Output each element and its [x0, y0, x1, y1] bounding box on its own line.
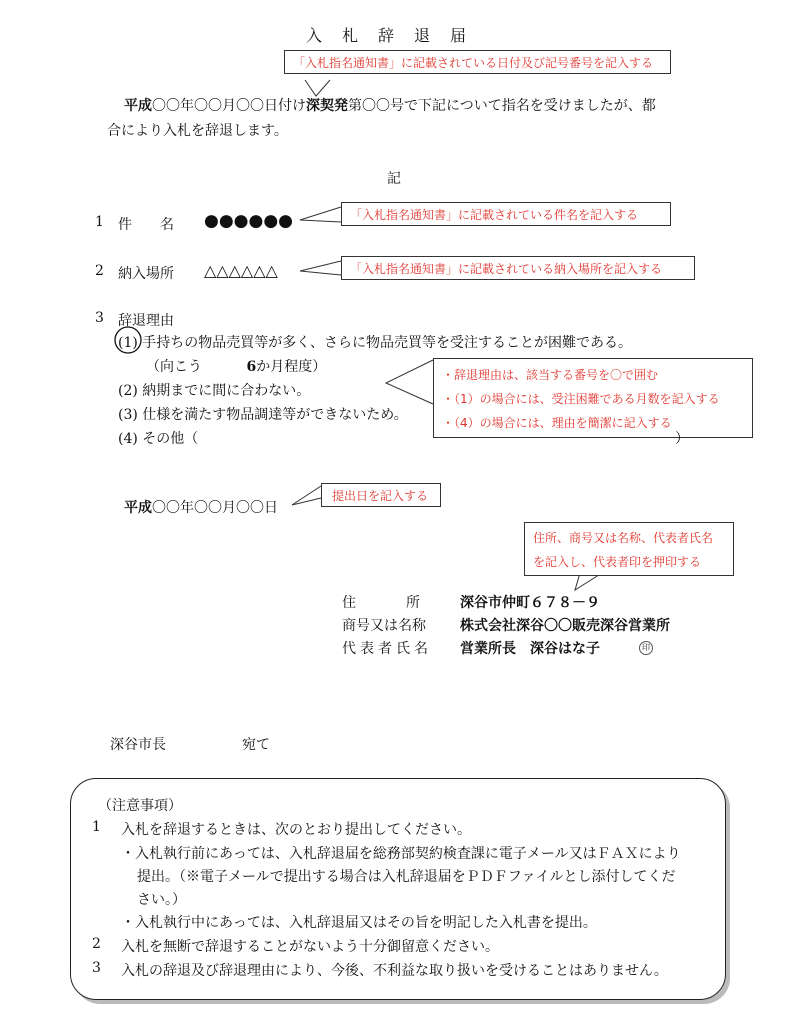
- submit-era: 平成: [124, 500, 152, 516]
- reason-period-prefix: （向こう: [146, 359, 202, 375]
- cautions-header: （注意事項）: [98, 798, 182, 814]
- caution-2-number: 2: [92, 936, 101, 952]
- intro-line-1: [124, 95, 656, 115]
- item-3-number: 3: [95, 310, 104, 326]
- caution-1-bullet-1-line-2: 提出。（※電子メールで提出する場合は入札辞退届をＰＤＦファイルとし添付してくだ: [137, 869, 676, 885]
- intro-era: 平成: [124, 98, 152, 114]
- item-1-label: 件 名: [118, 217, 174, 233]
- submit-date-value: 〇〇年〇〇月〇〇日: [152, 500, 278, 516]
- submit-date: [124, 497, 278, 517]
- reason-period: [146, 356, 326, 376]
- note-submit-date: 提出日を記入する: [321, 483, 441, 507]
- reason-option-3: [118, 404, 408, 424]
- company-name-label: 商号又は名称: [342, 618, 426, 634]
- caution-1-bullet-1-line-1: ・入札執行前にあっては、入札辞退届を総務部契約検査課に電子メール又はＦＡＸにより: [121, 846, 681, 862]
- caution-2-text: 入札を無断で辞退することがないよう十分御留意ください。: [121, 939, 499, 955]
- address-value: 深谷市仲町６７８－９: [460, 595, 600, 611]
- intro-line-2: 合により入札を辞退します。: [107, 123, 288, 139]
- note-date-number: 「入札指名通知書」に記載されている日付及び記号番号を記入する: [284, 50, 671, 74]
- callout-pointer-date: [305, 80, 330, 96]
- reason-option-4: [118, 428, 198, 448]
- callout-pointer-place: [300, 261, 341, 275]
- caution-1-bullet-1-line-3: さい。）: [137, 892, 186, 908]
- item-2-label: 納入場所: [118, 266, 174, 282]
- reason-option-2: [118, 380, 310, 400]
- reason-option-3-number: (3): [118, 407, 138, 423]
- intro-rest: 第〇〇号で下記について指名を受けましたが、都: [348, 98, 656, 114]
- reason-option-4-text: その他（: [142, 431, 199, 447]
- item-1-value: ●●●●●●: [204, 211, 294, 231]
- company-name-value: 株式会社深谷〇〇販売深谷営業所: [460, 618, 670, 634]
- caution-1-number: 1: [92, 819, 101, 835]
- callout-pointer-reason: [386, 360, 433, 404]
- note-item-name: 「入札指名通知書」に記載されている件名を記入する: [341, 202, 671, 226]
- reason-option-3-text: 仕様を満たす物品調達等ができないため。: [142, 407, 408, 423]
- note-address: 住所、商号又は名称、代表者氏名 を記入し、代表者印を押印する: [524, 522, 734, 576]
- ki-heading: 記: [387, 171, 401, 187]
- reason-option-2-number: (2): [118, 383, 138, 399]
- item-3-label: 辞退理由: [118, 313, 174, 329]
- callout-pointer-submit: [292, 486, 321, 505]
- seal-mark: 印: [639, 641, 653, 655]
- note-reason: ・辞退理由は、該当する番号を〇で囲む ・（1）の場合には、受注困難である月数を記入する ・（4）の場合には、理由を簡潔に記入する: [433, 358, 753, 438]
- document-title: 入 札 辞 退 届: [306, 26, 469, 45]
- reason-option-2-text: 納期までに間に合わない。: [142, 383, 311, 399]
- caution-3-text: 入札の辞退及び辞退理由により、今後、不利益な取り扱いを受けることはありません。: [121, 963, 668, 979]
- reason-period-suffix: か月程度）: [256, 359, 327, 375]
- reason-option-4-close: ）: [675, 431, 689, 447]
- reason-option-1-number: (1): [118, 335, 138, 351]
- representative-label: 代表者氏名: [342, 641, 432, 657]
- item-2-number: 2: [95, 263, 104, 279]
- callout-pointer-item: [300, 207, 341, 222]
- reason-option-1-text: 手持ちの物品売買等が多く、さらに物品売買等を受注することが困難である。: [142, 335, 633, 351]
- caution-1-bullet-2: ・入札執行中にあっては、入札辞退届又はその旨を明記した入札書を提出。: [121, 915, 597, 931]
- reason-option-4-number: (4): [118, 431, 138, 447]
- addressee-suffix: 宛て: [242, 737, 270, 753]
- item-2-value: △△△△△△: [204, 261, 278, 280]
- note-delivery-place: 「入札指名通知書」に記載されている納入場所を記入する: [341, 256, 695, 280]
- reason-option-1: [118, 332, 632, 352]
- item-1-number: 1: [95, 214, 104, 230]
- caution-1-text: 入札を辞退するときは、次のとおり提出してください。: [121, 822, 471, 838]
- representative-value: 営業所長 深谷はな子: [460, 641, 600, 657]
- address-label: 住 所: [342, 595, 422, 611]
- reason-period-months: 6: [246, 359, 257, 375]
- caution-3-number: 3: [92, 960, 101, 976]
- intro-office: 深契発: [306, 98, 348, 114]
- addressee-name: 深谷市長: [110, 737, 166, 753]
- intro-date: 〇〇年〇〇月〇〇日付け: [152, 98, 306, 114]
